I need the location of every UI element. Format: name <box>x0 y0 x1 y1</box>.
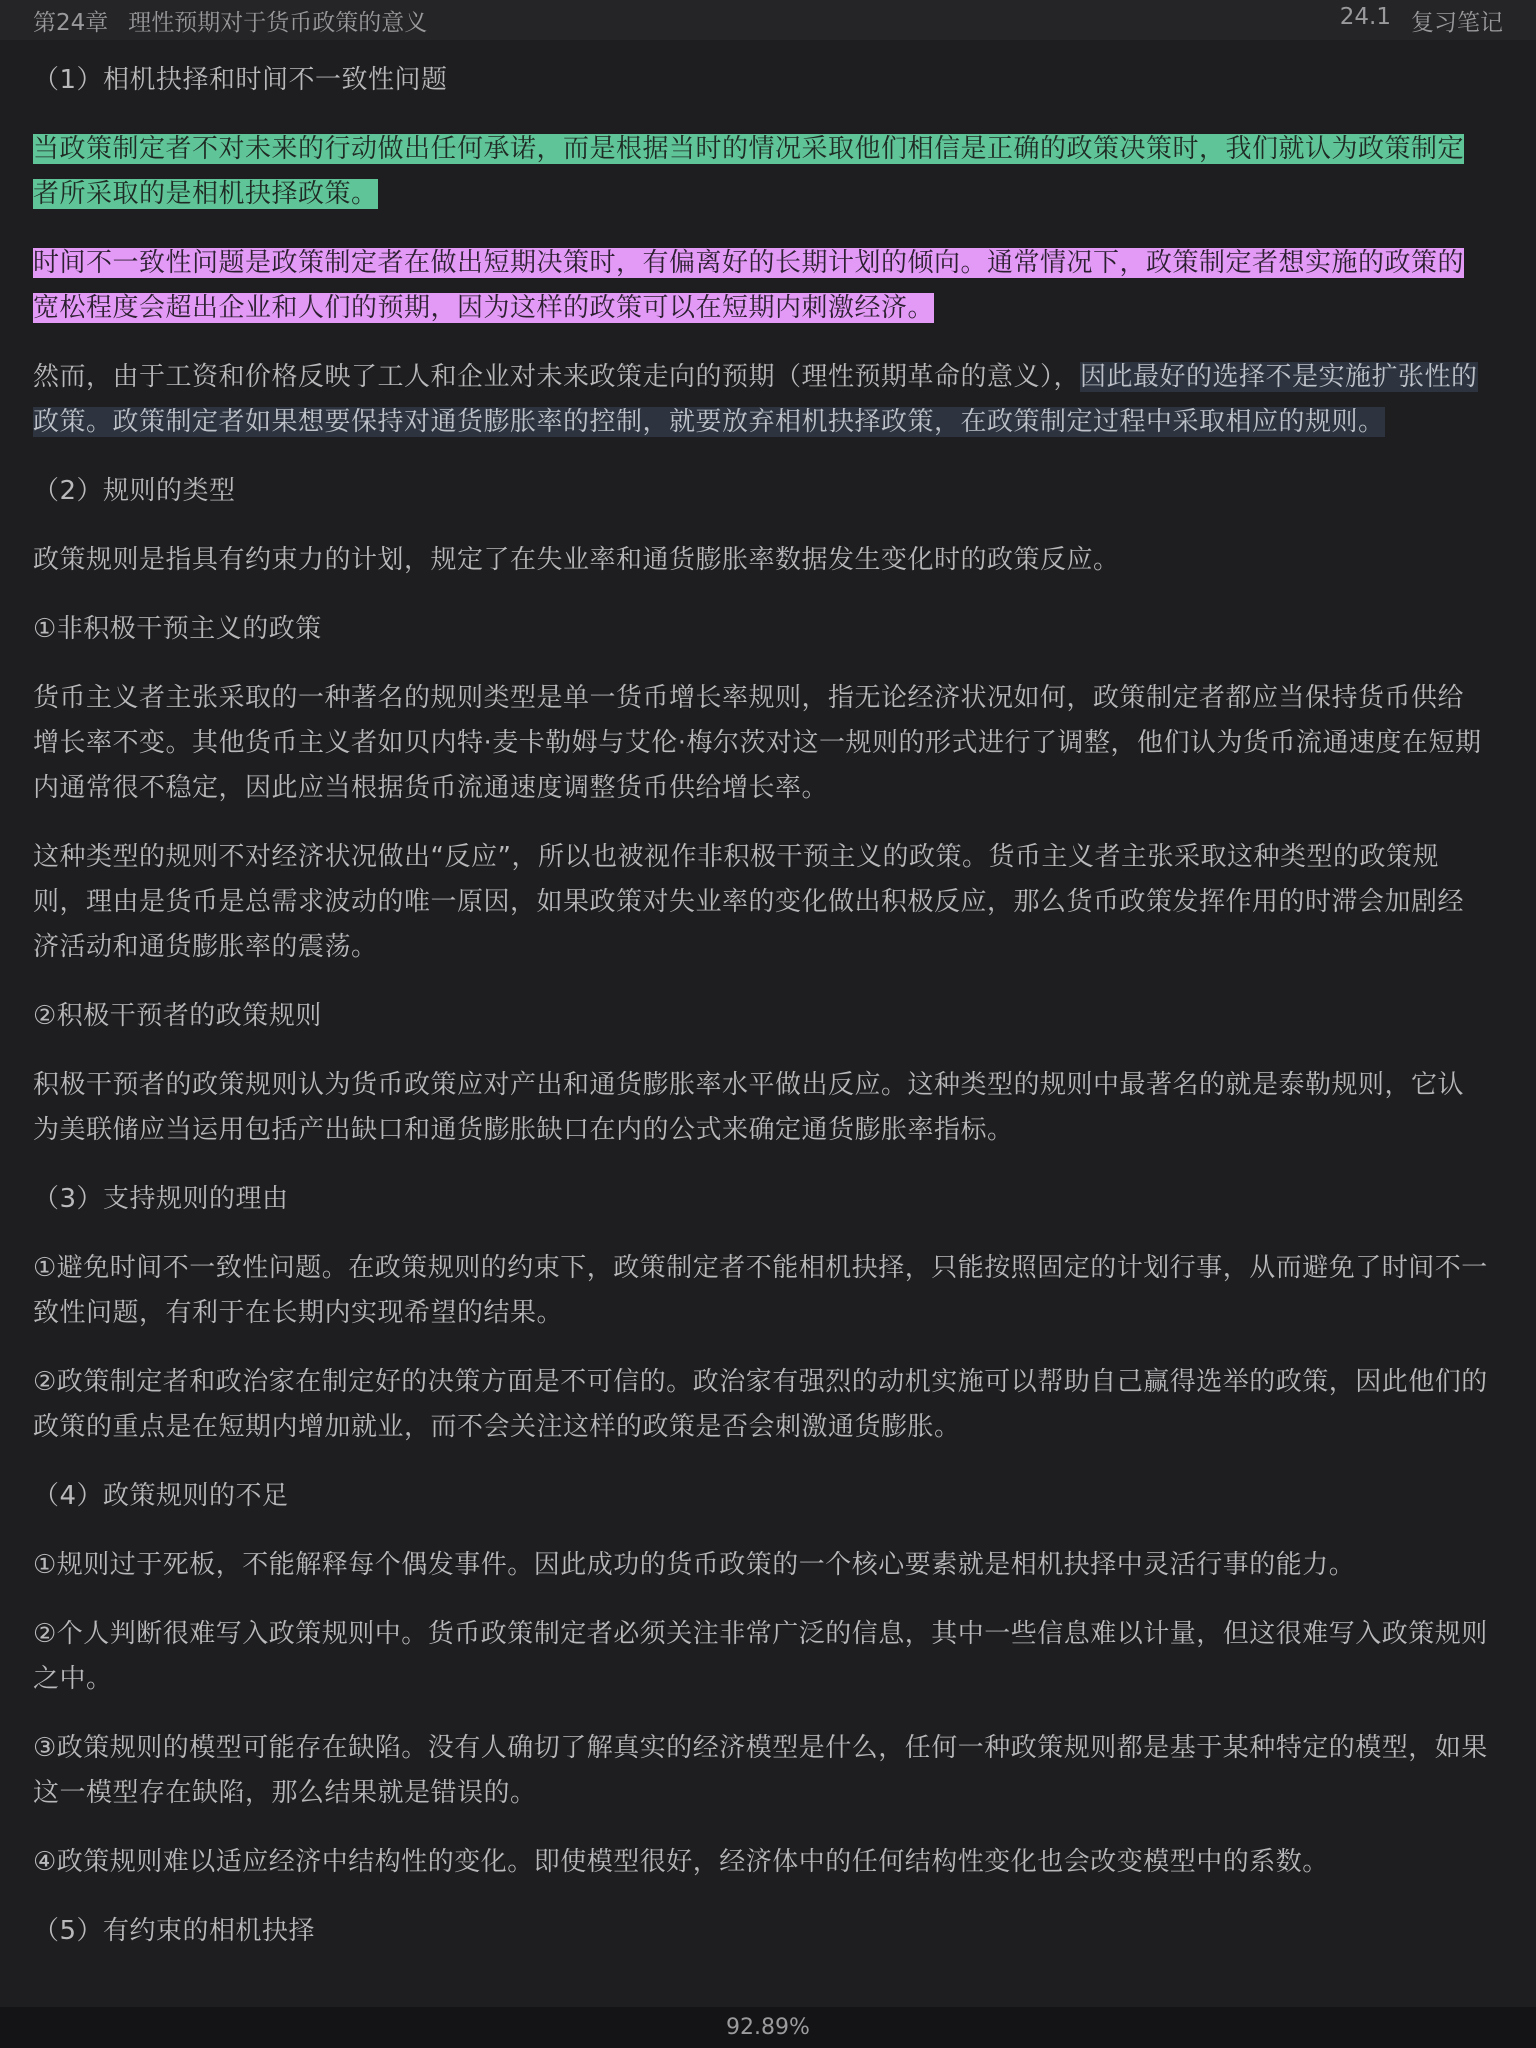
reading-progress: 92.89% <box>726 2015 810 2040</box>
subheading-activist: ②积极干预者的政策规则 <box>33 1001 322 1031</box>
heading-5: （5）有约束的相机抉择 <box>33 1916 316 1946</box>
paragraph-time-inconsistency[interactable] <box>33 241 1489 331</box>
heading-4: （4）政策规则的不足 <box>33 1481 289 1511</box>
subheading-nonactivist: ①非积极干预主义的政策 <box>33 614 322 644</box>
paragraph-monetarist-rule: 货币主义者主张采取的一种著名的规则类型是单一货币增长率规则，指无论经济状况如何，政策制定者都应当保持货币供给增长率不变。其他货币主义者如贝内特·麦卡勒姆与艾伦·梅尔茨对这一规则的形式进行了调整，他们认为货币流通速度在短期内通常很不稳定，因此应当根据货币流通速度调整货币供给增长率。 <box>33 683 1482 803</box>
heading-1: （1）相机抉择和时间不一致性问题 <box>33 65 448 95</box>
highlight-slate[interactable]: 因此最好的选择不是实施扩张性的政策。政策制定者如果想要保持对通货膨胀率的控制，就要放弃相机抉择政策，在政策制定过程中采取相应的规则。 <box>33 362 1478 437</box>
highlight-green[interactable]: 当政策制定者不对未来的行动做出任何承诺，而是根据当时的情况采取他们相信是正确的政策决策时，我们就认为政策制定者所采取的是相机抉择政策。 <box>33 134 1465 209</box>
paragraph-rational-expectations[interactable] <box>33 355 1489 445</box>
section-number: 24.1 <box>1339 3 1391 30</box>
paragraph-nonactivist-reason: 这种类型的规则不对经济状况做出“反应”，所以也被视作非积极干预主义的政策。货币主义者主张采取这种类型的政策规则，理由是货币是总需求波动的唯一原因，如果政策对失业率的变化做出积极反应，那么货币政策发挥作用的时滞会加剧经济活动和通货膨胀率的震荡。 <box>33 842 1465 962</box>
chapter-number: 第24章 <box>33 9 109 36</box>
document-body[interactable] <box>33 58 1489 1978</box>
paragraph-weakness-2: ②个人判断很难写入政策规则中。货币政策制定者必须关注非常广泛的信息，其中一些信息难以计量，但这很难写入政策规则之中。 <box>33 1619 1488 1694</box>
paragraph-taylor-rule: 积极干预者的政策规则认为货币政策应对产出和通货膨胀率水平做出反应。这种类型的规则中最著名的就是泰勒规则，它认为美联储应当运用包括产出缺口和通货膨胀缺口在内的公式来确定通货膨胀率指标。 <box>33 1070 1465 1145</box>
reader-header <box>0 0 1536 40</box>
paragraph-policy-rule: 政策规则是指具有约束力的计划，规定了在失业率和通货膨胀率数据发生变化时的政策反应。 <box>33 545 1120 575</box>
heading-2: （2）规则的类型 <box>33 476 236 506</box>
paragraph-weakness-4: ④政策规则难以适应经济中结构性的变化。即使模型很好，经济体中的任何结构性变化也会改变模型中的系数。 <box>33 1847 1329 1877</box>
heading-3: （3）支持规则的理由 <box>33 1184 289 1214</box>
chapter-title: 理性预期对于货币政策的意义 <box>128 9 428 36</box>
reading-progress-bar <box>0 2007 1536 2048</box>
highlight-pink[interactable]: 时间不一致性问题是政策制定者在做出短期决策时，有偏离好的长期计划的倾向。通常情况下，政策制定者想实施的政策的宽松程度会超出企业和人们的预期，因为这样的政策可以在短期内刺激经济。 <box>33 248 1465 323</box>
paragraph-weakness-3: ③政策规则的模型可能存在缺陷。没有人确切了解真实的经济模型是什么，任何一种政策规则都是基于某种特定的模型，如果这一模型存在缺陷，那么结果就是错误的。 <box>33 1733 1488 1808</box>
paragraph-text: 然而，由于工资和价格反映了工人和企业对未来政策走向的预期（理性预期革命的意义）， <box>33 362 1081 392</box>
paragraph-reason-1: ①避免时间不一致性问题。在政策规则的约束下，政策制定者不能相机抉择，只能按照固定的计划行事，从而避免了时间不一致性问题，有利于在长期内实现希望的结果。 <box>33 1253 1488 1328</box>
paragraph-weakness-1: ①规则过于死板，不能解释每个偶发事件。因此成功的货币政策的一个核心要素就是相机抉择中灵活行事的能力。 <box>33 1550 1356 1580</box>
section-title: 复习笔记 <box>1411 9 1503 36</box>
paragraph-discretion[interactable] <box>33 127 1489 217</box>
paragraph-reason-2: ②政策制定者和政治家在制定好的决策方面是不可信的。政治家有强烈的动机实施可以帮助自己赢得选举的政策，因此他们的政策的重点是在短期内增加就业，而不会关注这样的政策是否会刺激通货膨胀。 <box>33 1367 1488 1442</box>
